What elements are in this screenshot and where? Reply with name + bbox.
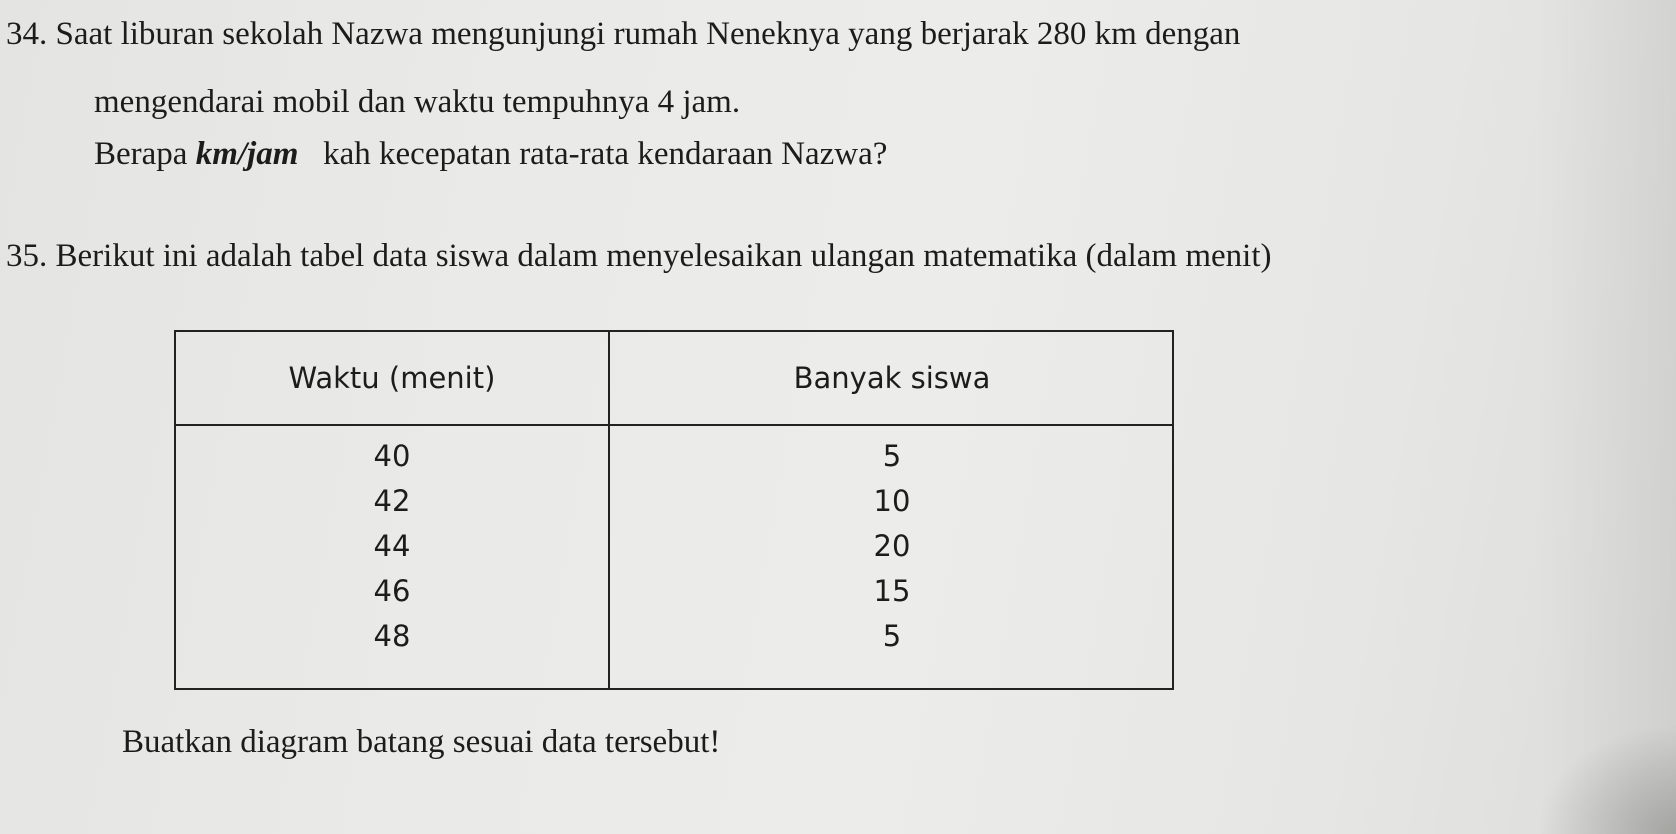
table-cell-time: 44: [373, 529, 411, 563]
question-35-line-1: [6, 236, 1271, 276]
table-header-divider: [176, 424, 1172, 426]
page-shadow: [1536, 0, 1676, 834]
question-34-unit: km/jam: [195, 136, 299, 172]
question-34-text-3-post: kah kecepatan rata-rata kendaraan Nazwa?: [298, 136, 888, 172]
table-cell-students: 15: [873, 574, 911, 608]
question-34-line-3: [94, 134, 887, 174]
page-corner-shadow: [1536, 724, 1676, 834]
question-35-number: 35.: [6, 238, 48, 274]
data-table: [174, 330, 1174, 690]
table-header-students: Banyak siswa: [793, 361, 991, 395]
question-34-number: 34.: [6, 16, 48, 52]
table-cell-time: 42: [373, 484, 411, 518]
table-cell-time: 46: [373, 574, 411, 608]
question-34-line-2: mengendarai mobil dan waktu tempuhnya 4 jam.: [94, 84, 741, 120]
question-34-line-1: [6, 14, 1240, 54]
table-cell-students: 10: [873, 484, 911, 518]
question-34-text-3-pre: Berapa: [94, 136, 196, 172]
table-cell-time: 40: [373, 439, 411, 473]
question-35-instruction: Buatkan diagram batang sesuai data tersebut!: [122, 724, 721, 760]
table-column-students: [610, 434, 1174, 659]
table-cell-students: 5: [882, 619, 902, 653]
table-cell-time: 48: [373, 619, 411, 653]
question-34-text-1: Saat liburan sekolah Nazwa mengunjungi rumah Neneknya yang berjarak 280 km dengan: [55, 16, 1241, 52]
table-column-time: [176, 434, 608, 659]
table-cell-students: 20: [873, 529, 911, 563]
table-cell-students: 5: [882, 439, 902, 473]
question-35-text-1: Berikut ini adalah tabel data siswa dalam menyelesaikan ulangan matematika (dalam menit): [55, 238, 1272, 274]
table-header-time: Waktu (menit): [288, 361, 496, 395]
